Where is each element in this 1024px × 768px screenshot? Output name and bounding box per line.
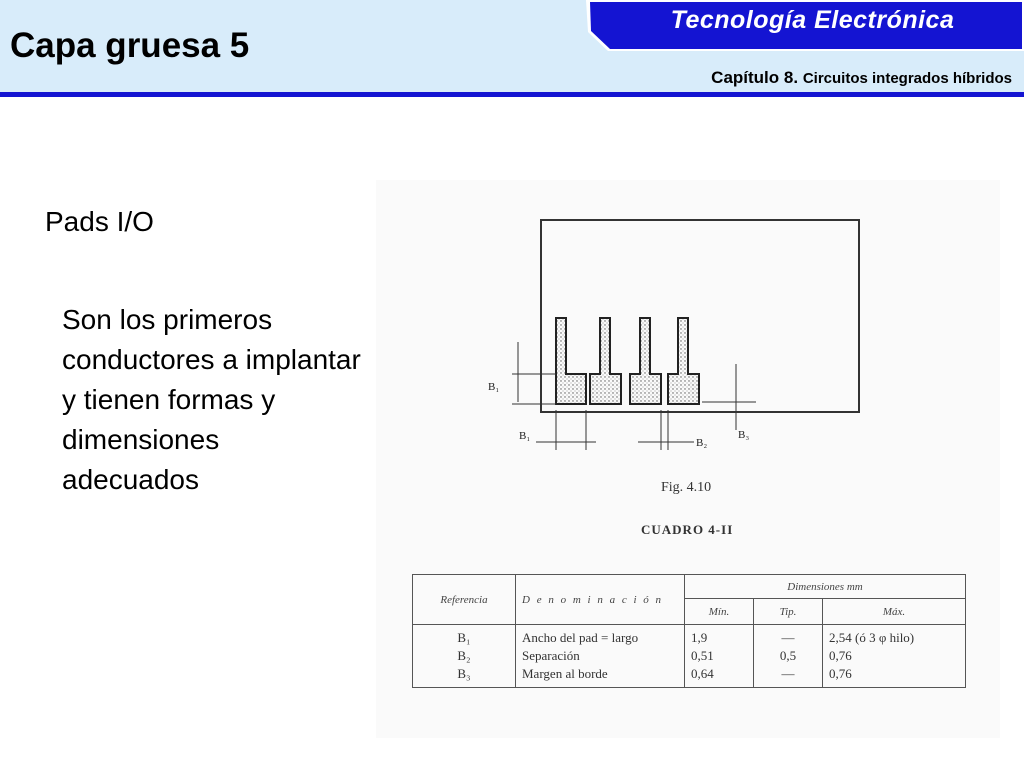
row-min: 0,64 bbox=[691, 666, 714, 681]
brand-name: Tecnología Electrónica bbox=[670, 6, 955, 34]
row-typ: 0,5 bbox=[779, 648, 797, 663]
slide-title: Capa gruesa 5 bbox=[10, 26, 250, 65]
header-rule bbox=[0, 92, 1024, 97]
dimensions-table bbox=[412, 574, 966, 688]
figure-caption: Fig. 4.10 bbox=[661, 480, 712, 495]
b1-label-horizontal: B₁ bbox=[519, 430, 531, 442]
column-max bbox=[823, 625, 966, 688]
header-typ: Tip. bbox=[754, 599, 823, 625]
header-dimensions: Dimensiones mm bbox=[685, 575, 966, 599]
header-max: Máx. bbox=[823, 599, 966, 625]
row-ref: B₁ bbox=[457, 630, 471, 645]
b1-label-vertical: B₁ bbox=[488, 381, 500, 393]
b3-dimension bbox=[702, 364, 756, 430]
row-typ: — bbox=[781, 630, 795, 645]
column-typ bbox=[754, 625, 823, 688]
row-ref: B₃ bbox=[457, 666, 471, 681]
topic-heading: Pads I/O bbox=[45, 206, 154, 237]
b2-label: B₂ bbox=[696, 437, 708, 449]
pad-3 bbox=[630, 318, 661, 404]
row-typ: — bbox=[781, 666, 795, 681]
row-name: Ancho del pad = largo bbox=[522, 630, 639, 645]
row-name: Margen al borde bbox=[522, 666, 608, 681]
table-title: CUADRO 4-II bbox=[641, 522, 734, 537]
chapter-heading bbox=[711, 68, 1012, 88]
description-text: Son los primeros conductores a implantar y tienen formas y dimensiones adecuados bbox=[62, 304, 361, 495]
pad-2 bbox=[590, 318, 621, 404]
header-min: Mín. bbox=[685, 599, 754, 625]
column-min bbox=[685, 625, 754, 688]
row-name: Separación bbox=[522, 648, 580, 663]
b2-dimension bbox=[638, 410, 694, 450]
chapter-subtitle: Circuitos integrados híbridos bbox=[802, 70, 1012, 87]
header-denomination: D e n o m i n a c i ó n bbox=[516, 575, 685, 625]
row-max: 0,76 bbox=[829, 648, 852, 663]
row-ref: B₂ bbox=[457, 648, 471, 663]
row-min: 1,9 bbox=[691, 630, 708, 645]
b1-horizontal-dimension bbox=[536, 410, 596, 450]
column-denomination bbox=[516, 625, 685, 688]
row-min: 0,51 bbox=[691, 648, 714, 663]
b1-vertical-dimension bbox=[512, 342, 556, 404]
table-body bbox=[413, 625, 966, 688]
b3-label: B₃ bbox=[738, 429, 750, 441]
header-reference: Referencia bbox=[413, 575, 516, 625]
pad-1 bbox=[556, 318, 586, 404]
column-reference bbox=[413, 625, 516, 688]
pad-4 bbox=[668, 318, 699, 404]
row-max: 2,54 (ó 3 φ hilo) bbox=[829, 630, 915, 645]
scanned-figure bbox=[376, 180, 1000, 738]
row-max: 0,76 bbox=[829, 666, 852, 681]
chapter-label: Capítulo 8. bbox=[711, 68, 799, 87]
